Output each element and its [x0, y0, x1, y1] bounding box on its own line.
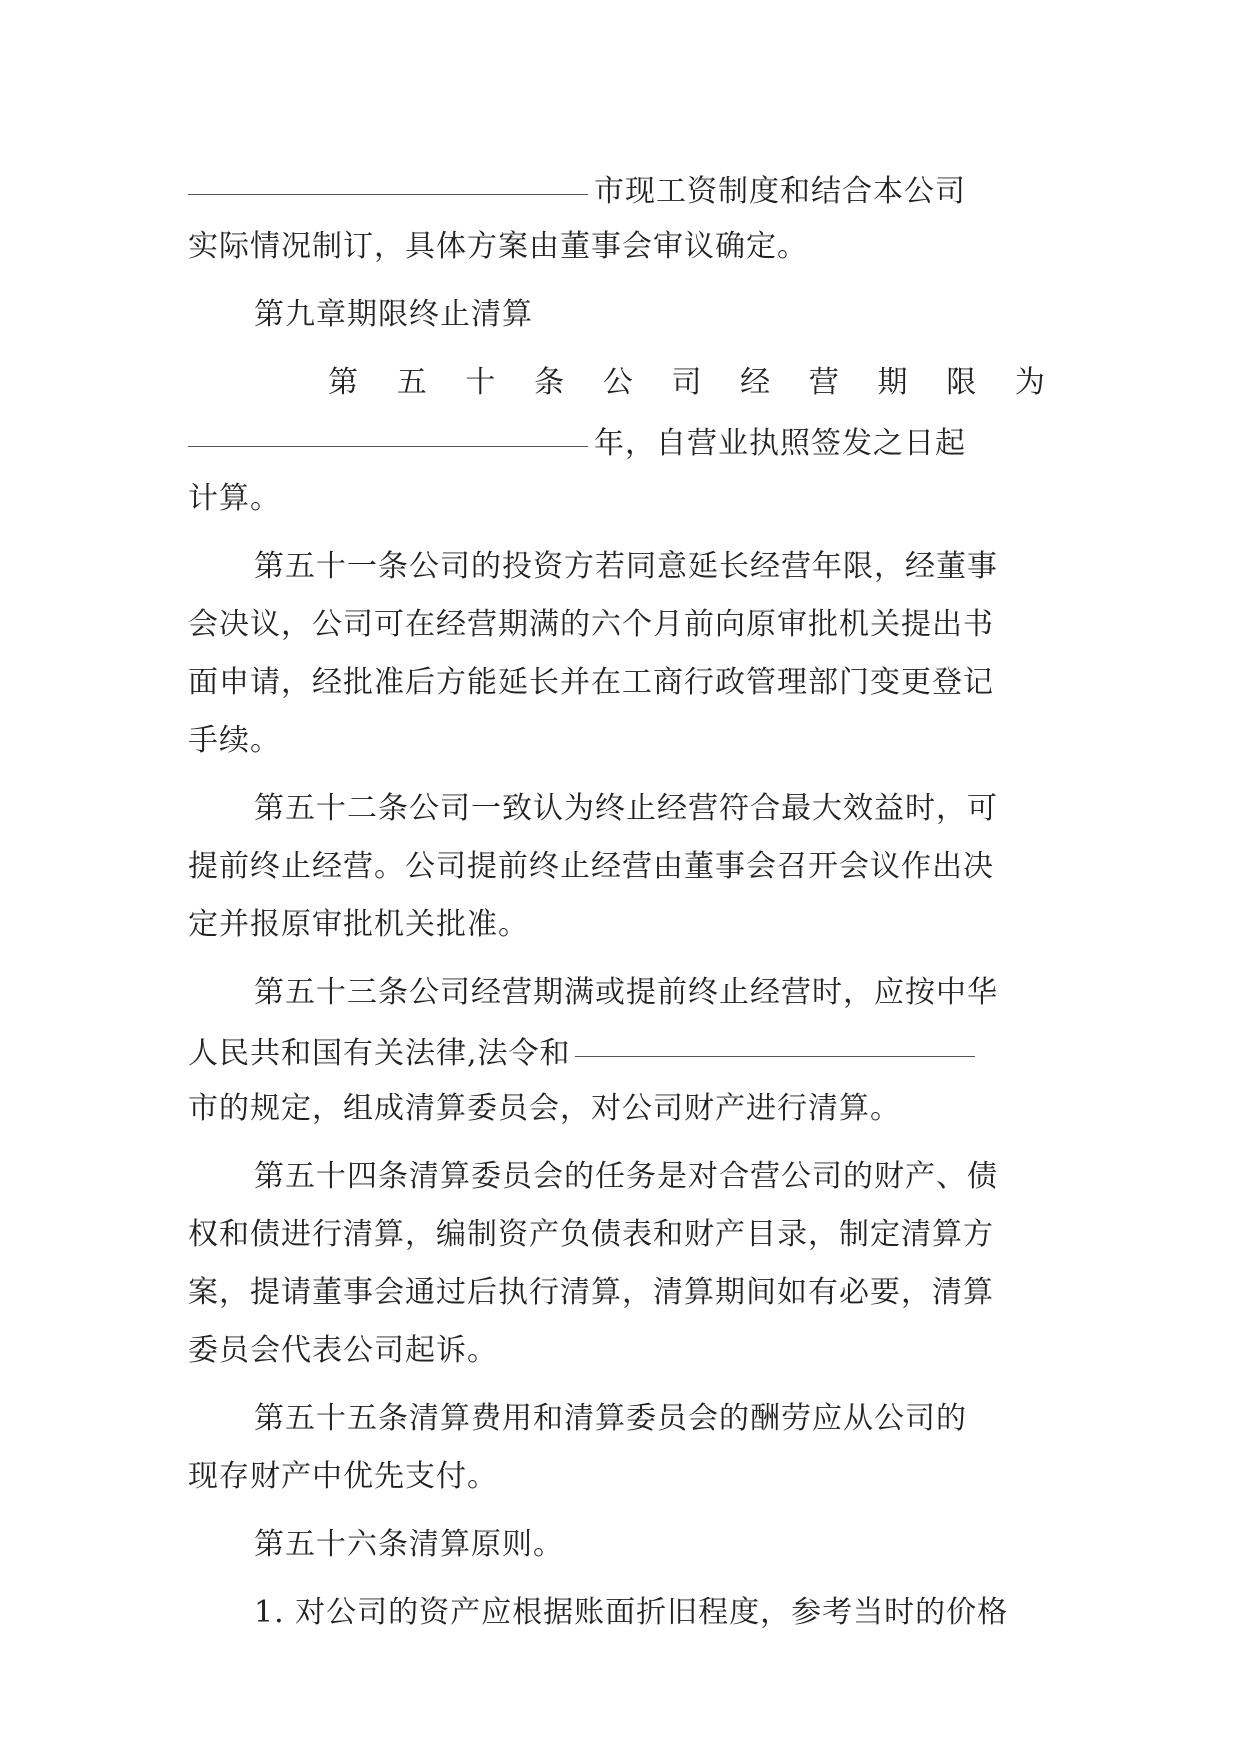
- text-line: 面申请，经批准后方能延长并在工商行政管理部门变更登记: [188, 665, 994, 700]
- text-line: 第五十六条清算原则。: [254, 1527, 564, 1562]
- text-line: 市的规定，组成清算委员会，对公司财产进行清算。: [188, 1091, 901, 1126]
- char: 司: [671, 365, 703, 400]
- text-line: 手续。: [188, 723, 281, 758]
- chapter-heading: 第九章期限终止清算: [254, 297, 533, 332]
- char: 十: [465, 365, 497, 400]
- text-line: [188, 412, 1046, 470]
- char: 营: [808, 365, 840, 400]
- text-line: 实际情况制订，具体方案由董事会审议确定。: [188, 229, 808, 264]
- char: 为: [1014, 365, 1046, 400]
- char: 经: [740, 365, 772, 400]
- text-line: [188, 1022, 1046, 1080]
- text-fragment: 年，自营业执照签发之日起: [594, 426, 966, 461]
- text-line: 第五十五条清算费用和清算委员会的酬劳应从公司的: [254, 1401, 967, 1436]
- text-line: 计算。: [188, 481, 281, 516]
- text-line: 权和债进行清算，编制资产负债表和财产目录，制定清算方: [188, 1217, 994, 1252]
- text-line: 第五十二条公司一致认为终止经营符合最大效益时，可: [254, 791, 998, 826]
- char: 公: [602, 365, 634, 400]
- text-line: 第五十三条公司经营期满或提前终止经营时，应按中华: [254, 975, 998, 1010]
- document-page: [188, 160, 1046, 1642]
- char: 条: [534, 365, 566, 400]
- text-line: 委员会代表公司起诉。: [188, 1333, 498, 1368]
- list-item: 1. 对公司的资产应根据账面折旧程度，参考当时的价格: [254, 1595, 1009, 1630]
- fill-in-blank: [188, 160, 588, 195]
- text-line: 案，提请董事会通过后执行清算，清算期间如有必要，清算: [188, 1275, 994, 1310]
- text-line: 第五十四条清算委员会的任务是对合营公司的财产、债: [254, 1159, 998, 1194]
- char: 限: [946, 365, 978, 400]
- text-fragment: 市现工资制度和结合本公司: [594, 174, 966, 209]
- fill-in-blank: [575, 1022, 975, 1057]
- char: 第: [328, 365, 359, 400]
- article-50-line-1: [188, 354, 1046, 412]
- text-line: 提前终止经营。公司提前终止经营由董事会召开会议作出决: [188, 849, 994, 884]
- text-line: 定并报原审批机关批准。: [188, 907, 529, 942]
- text-line: 第五十一条公司的投资方若同意延长经营年限，经董事: [254, 549, 998, 584]
- text-line: 会决议，公司可在经营期满的六个月前向原审批机关提出书: [188, 607, 994, 642]
- text-line: 现存财产中优先支付。: [188, 1459, 498, 1494]
- char: 五: [396, 365, 428, 400]
- text-fragment: 人民共和国有关法律,法令和: [188, 1036, 571, 1071]
- fill-in-blank: [188, 412, 588, 447]
- char: 期: [877, 365, 909, 400]
- text-line: [188, 160, 1046, 218]
